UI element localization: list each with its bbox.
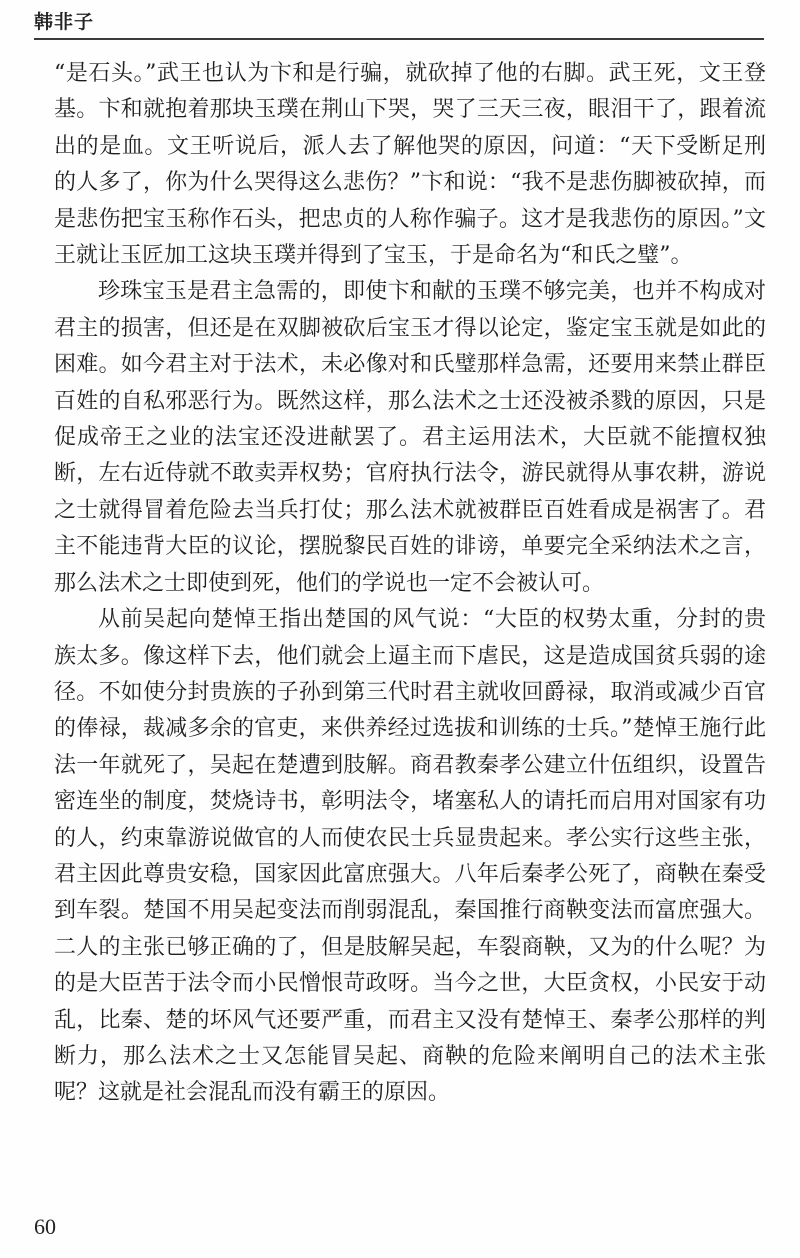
paragraph: “是石头。”武王也认为卞和是行骗，就砍掉了他的右脚。武王死，文王登基。卞和就抱着那块玉璞在荆山下哭，哭了三天三夜，眼泪干了，跟着流出的是血。文王听说后，派人去了解他哭的原因，问道：“天下受断足刑的人多了，你为什么哭得这么悲伤？”卞和说：“我不是悲伤脚被砍掉，而是悲伤把宝玉称作石头，把忠贞的人称作骗子。这才是我悲伤的原因。”文王就让玉匠加工这块玉璞并得到了宝玉，于是命名为“和氏之璧”。 xyxy=(54,61,766,269)
paragraph: 珍珠宝玉是君主急需的，即使卞和献的玉璞不够完美，也并不构成对君主的损害，但还是在双脚被砍后宝玉才得以论定，鉴定宝玉就是如此的困难。如今君主对于法术，未必像对和氏璧那样急需，还要用来禁止群臣百姓的自私邪恶行为。既然这样，那么法术之士还没被杀戮的原因，只是促成帝王之业的法宝还没进献罢了。君主运用法术，大臣就不能擅权独断，左右近侍就不敢卖弄权势；官府执行法令，游民就得从事农耕，游说之士就得冒着危险去当兵打仗；那么法术就被群臣百姓看成是祸害了。君主不能违背大臣的议论，摆脱黎民百姓的诽谤，单要完全采纳法术之言，那么法术之士即使到死，他们的学说也一定不会被认可。 xyxy=(54,279,766,596)
page-number: 60 xyxy=(34,1214,56,1239)
running-header: 韩非子 xyxy=(34,11,95,33)
header-rule xyxy=(34,38,764,40)
body-text xyxy=(54,56,766,1112)
paragraph: 从前吴起向楚悼王指出楚国的风气说：“大臣的权势太重，分封的贵族太多。像这样下去，他们就会上逼主而下虐民，这是造成国贫兵弱的途径。不如使分封贵族的子孙到第三代时君主就收回爵禄，取消或减少百官的俸禄，裁减多余的官吏，来供养经过选拔和训练的士兵。”楚悼王施行此法一年就死了，吴起在楚遭到肢解。商君教秦孝公建立什伍组织，设置告密连坐的制度，焚烧诗书，彰明法令，堵塞私人的请托而启用对国家有功的人，约束靠游说做官的人而使农民士兵显贵起来。孝公实行这些主张，君主因此尊贵安稳，国家因此富庶强大。八年后秦孝公死了，商鞅在秦受到车裂。楚国不用吴起变法而削弱混乱，秦国推行商鞅变法而富庶强大。二人的主张已够正确的了，但是肢解吴起，车裂商鞅，又为的什么呢？为的是大臣苦于法令而小民憎恨苛政呀。当今之世，大臣贪权，小民安于动乱，比秦、楚的坏风气还要严重，而君主又没有楚悼王、秦孝公那样的判断力，那么法术之士又怎能冒吴起、商鞅的危险来阐明自己的法术主张呢？这就是社会混乱而没有霸王的原因。 xyxy=(54,607,766,1106)
